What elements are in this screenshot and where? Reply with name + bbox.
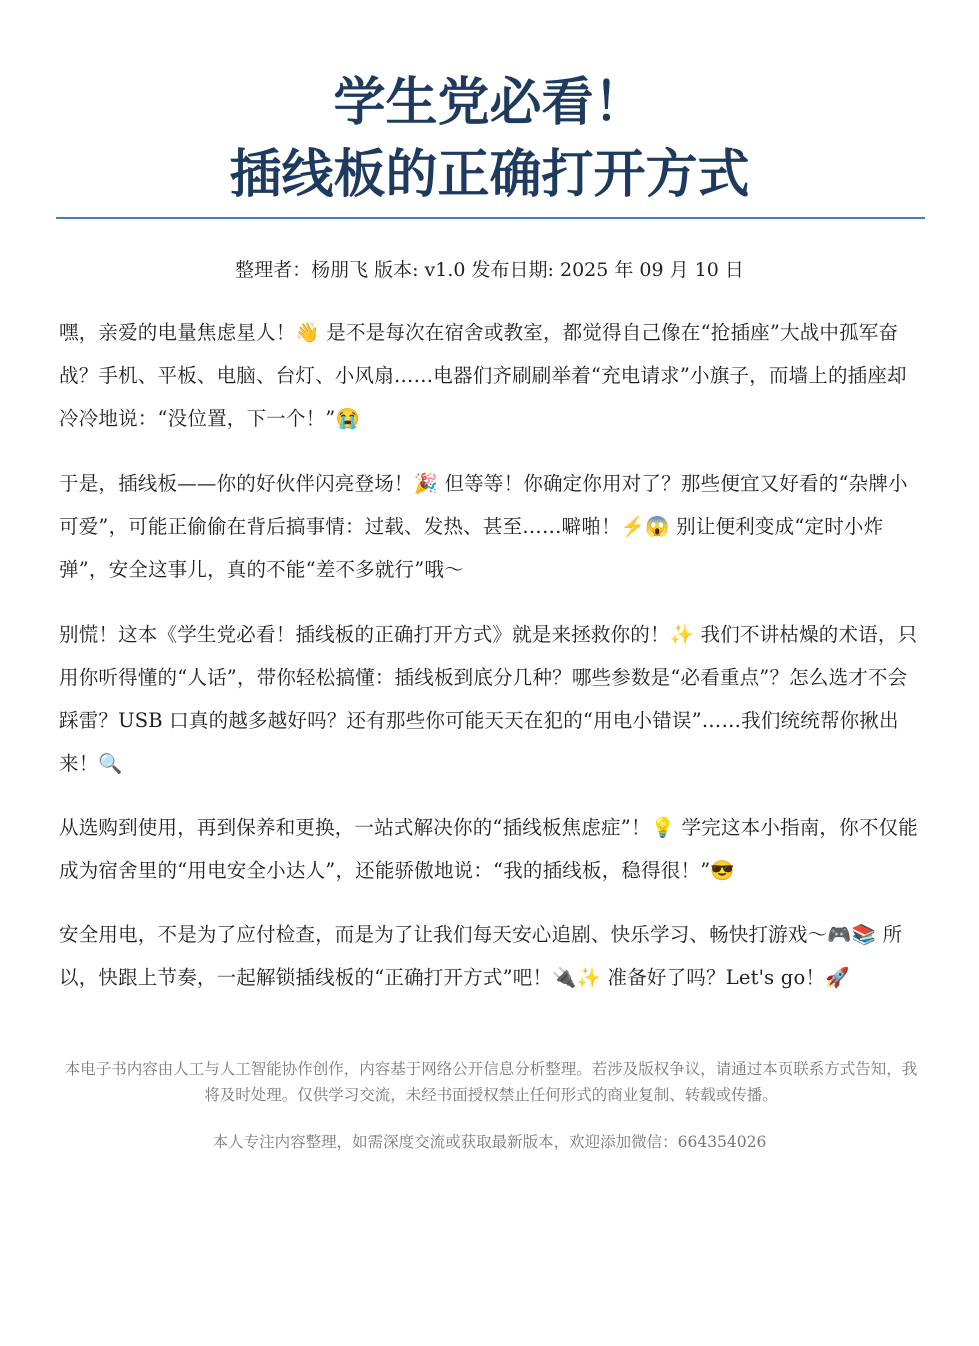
paragraph-benefits: 从选购到使用，再到保养和更换，一站式解决你的“插线板焦虑症”！💡 学完这本小指南，你不仅能成为宿舍里的“用电安全小达人”，还能骄傲地说：“我的插线板，稳得很！”😎 <box>59 816 918 882</box>
paragraph-book-intro: 别慌！这本《学生党必看！插线板的正确打开方式》就是来拯救你的！✨ 我们不讲枯燥的术语，只用你听得懂的“人话”，带你轻松搞懂：插线板到底分几种？哪些参数是“必看重点”？怎么选才不会踩雷？USB 口真的越多越好吗？还有那些你可能天天在犯的“用电小错误”……我们统统帮你揪出来！🔍 <box>59 623 918 775</box>
document-meta: 整理者：杨朋飞 版本: v1.0 发布日期: 2025 年 09 月 10 日 <box>235 259 744 281</box>
title-line-2: 插线板的正确打开方式 <box>229 145 750 205</box>
title-line-1: 学生党必看！ <box>333 73 646 133</box>
paragraph-intro: 嘿，亲爱的电量焦虑星人！👋 是不是每次在宿舍或教室，都觉得自己像在“抢插座”大战中孤军奋战？手机、平板、电脑、台灯、小风扇……电器们齐刷刷举着“充电请求”小旗子，而墙上的插座却冷冷地说：“没位置，下一个！”😭 <box>59 321 907 430</box>
contact-note: 本人专注内容整理，如需深度交流或获取最新版本，欢迎添加微信：664354026 <box>212 1133 767 1151</box>
paragraph-warning: 于是，插线板——你的好伙伴闪亮登场！🎉 但等等！你确定你用对了？那些便宜又好看的“杂牌小可爱”，可能正偷偷在背后搞事情：过载、发热、甚至……噼啪！⚡😱 别让便利变成“定时小炸弹”，安全这事儿，真的不能“差不多就行”哦～ <box>59 472 908 581</box>
paragraph-call-to-action: 安全用电，不是为了应付检查，而是为了让我们每天安心追剧、快乐学习、畅快打游戏～🎮📚 所以，快跟上节奏，一起解锁插线板的“正确打开方式”吧！🔌✨ 准备好了吗？Let's go！🚀 <box>59 923 903 989</box>
title-divider <box>56 217 925 219</box>
copyright-disclaimer: 本电子书内容由人工与人工智能协作创作，内容基于网络公开信息分析整理。若涉及版权争议，请通过本页联系方式告知，我将及时处理。仅供学习交流，未经书面授权禁止任何形式的商业复制、转载或传播。 <box>64 1060 918 1104</box>
